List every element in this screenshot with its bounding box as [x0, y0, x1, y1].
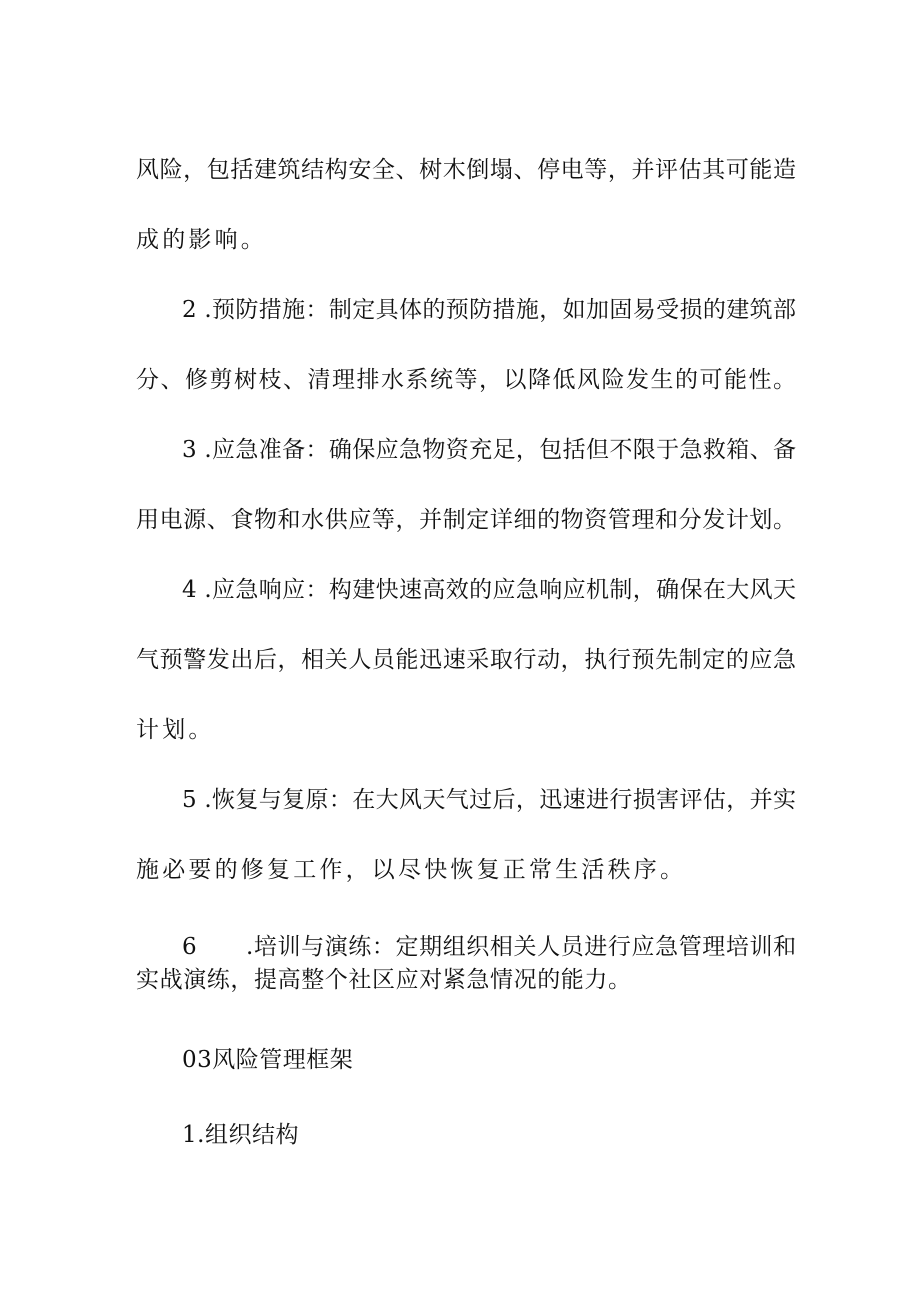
list-item-2-line: 2 .预防措施：制定具体的预防措施，如加固易受损的建筑部 — [182, 297, 796, 323]
paragraph-line: 成的影响。 — [136, 227, 267, 253]
section-heading: 03风险管理框架 — [182, 1047, 354, 1073]
paragraph-line: 实战演练，提高整个社区应对紧急情况的能力。 — [136, 967, 632, 993]
subsection-heading: 1.组织结构 — [182, 1122, 299, 1148]
paragraph-line: 施必要的修复工作，以尽快恢复正常生活秩序。 — [136, 857, 687, 883]
paragraph-line: 用电源、食物和水供应等，并制定详细的物资管理和分发计划。 — [136, 507, 796, 533]
list-item-5-line: 5 .恢复与复原：在大风天气过后，迅速进行损害评估，并实 — [182, 787, 796, 813]
paragraph-line: 气预警发出后，相关人员能迅速采取行动，执行预先制定的应急 — [136, 647, 796, 673]
paragraph-line: 分、修剪树枝、清理排水系统等，以降低风险发生的可能性。 — [136, 367, 796, 393]
list-item-6-line — [182, 932, 796, 962]
list-number: 6 — [182, 934, 198, 960]
paragraph-line: 风险，包括建筑结构安全、树木倒塌、停电等，并评估其可能造 — [136, 157, 796, 183]
list-item-3-line: 3 .应急准备：确保应急物资充足，包括但不限于急救箱、备 — [182, 437, 796, 463]
list-item-text: .培训与演练：定期组织相关人员进行应急管理培训和 — [246, 934, 797, 960]
list-item-4-line: 4 .应急响应：构建快速高效的应急响应机制，确保在大风天 — [182, 577, 796, 603]
paragraph-line: 计划。 — [136, 717, 215, 743]
